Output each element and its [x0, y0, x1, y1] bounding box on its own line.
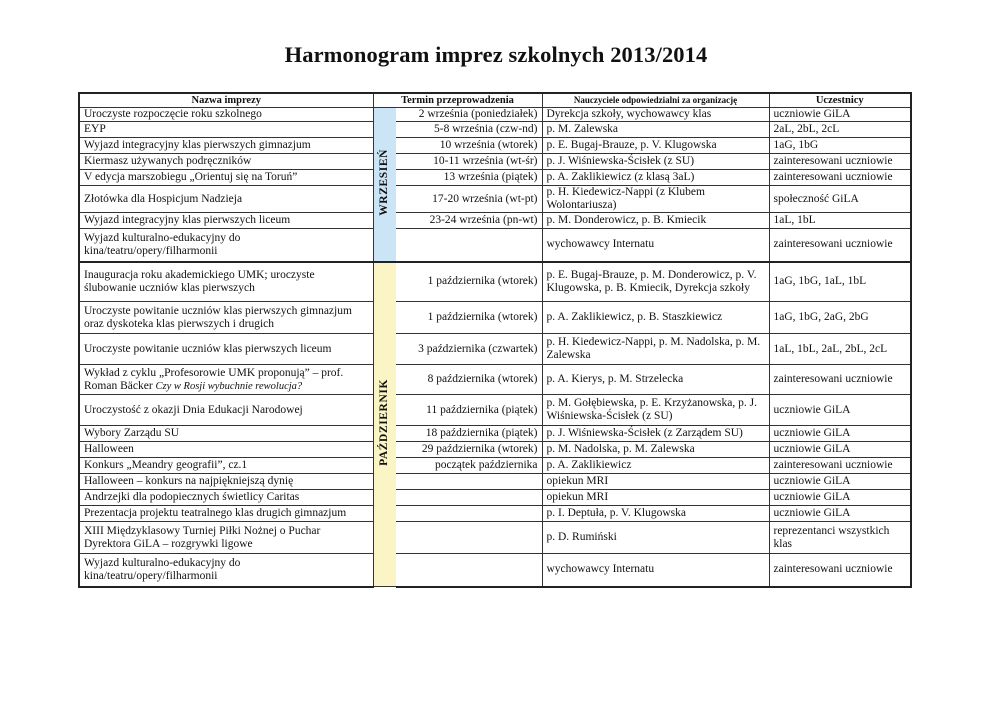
event-date: [396, 554, 542, 587]
event-name: Konkurs „Meandry geografii”, cz.1: [79, 458, 373, 474]
event-participants: zainteresowani uczniowie: [769, 458, 911, 474]
event-lecture-title: Czy w Rosji wybuchnie rewolucja?: [155, 380, 303, 392]
event-participants: 2aL, 2bL, 2cL: [769, 122, 911, 138]
event-teachers: p. H. Kiedewicz-Nappi, p. M. Nadolska, p. M. Zalewska: [542, 334, 769, 365]
event-participants: uczniowie GiLA: [769, 108, 911, 122]
event-name: Wybory Zarządu SU: [79, 426, 373, 442]
header-participants: Uczestnicy: [769, 93, 911, 108]
event-name: Wyjazd kulturalno-edukacyjny do kina/teatru/opery/filharmonii: [79, 229, 373, 262]
table-row: [79, 138, 911, 154]
event-teachers: p. E. Bugaj-Brauze, p. V. Klugowska: [542, 138, 769, 154]
header-row: [79, 93, 911, 108]
event-name: Uroczyste rozpoczęcie roku szkolnego: [79, 108, 373, 122]
table-row: [79, 522, 911, 554]
table-row: [79, 262, 911, 302]
event-name: Uroczyste powitanie uczniów klas pierwszych gimnazjum oraz dyskoteka klas pierwszych i drugich: [79, 302, 373, 334]
event-participants: zainteresowani uczniowie: [769, 154, 911, 170]
event-date: 10-11 września (wt-śr): [396, 154, 542, 170]
event-participants: zainteresowani uczniowie: [769, 554, 911, 587]
event-name: Andrzejki dla podopiecznych świetlicy Caritas: [79, 490, 373, 506]
event-teachers: p. M. Gołębiewska, p. E. Krzyżanowska, p. J. Wiśniewska-Ścisłek (z SU): [542, 395, 769, 426]
event-participants: zainteresowani uczniowie: [769, 365, 911, 395]
month-label-wrz: [373, 108, 396, 262]
event-participants: zainteresowani uczniowie: [769, 229, 911, 262]
table-row: [79, 302, 911, 334]
event-participants: 1aG, 1bG, 2aG, 2bG: [769, 302, 911, 334]
event-date: 3 października (czwartek): [396, 334, 542, 365]
header-date: Termin przeprowadzenia: [373, 93, 542, 108]
event-teachers: p. M. Nadolska, p. M. Zalewska: [542, 442, 769, 458]
event-name: Wyjazd integracyjny klas pierwszych gimnazjum: [79, 138, 373, 154]
event-participants: uczniowie GiLA: [769, 442, 911, 458]
event-date: [396, 229, 542, 262]
event-name: Halloween – konkurs na najpiękniejszą dynię: [79, 474, 373, 490]
event-participants: uczniowie GiLA: [769, 395, 911, 426]
header-teachers: Nauczyciele odpowiedzialni za organizację: [542, 93, 769, 108]
page-title: Harmonogram imprez szkolnych 2013/2014: [284, 42, 708, 67]
month-label-text: WRZESIEŃ: [378, 148, 391, 216]
event-date: 17-20 września (wt-pt): [396, 186, 542, 213]
event-participants: 1aL, 1bL: [769, 213, 911, 229]
event-date: [396, 522, 542, 554]
event-date: [396, 506, 542, 522]
event-participants: uczniowie GiLA: [769, 474, 911, 490]
table-row: [79, 154, 911, 170]
event-participants: uczniowie GiLA: [769, 490, 911, 506]
event-name: Wyjazd integracyjny klas pierwszych liceum: [79, 213, 373, 229]
table-row: [79, 395, 911, 426]
event-teachers: p. A. Kierys, p. M. Strzelecka: [542, 365, 769, 395]
event-name: Kiermasz używanych podręczników: [79, 154, 373, 170]
table-row: [79, 506, 911, 522]
event-participants: społeczność GiLA: [769, 186, 911, 213]
event-teachers: p. J. Wiśniewska-Ścisłek (z Zarządem SU): [542, 426, 769, 442]
event-participants: 1aG, 1bG: [769, 138, 911, 154]
event-date: 11 października (piątek): [396, 395, 542, 426]
event-teachers: wychowawcy Internatu: [542, 229, 769, 262]
event-teachers: p. A. Zaklikiewicz, p. B. Staszkiewicz: [542, 302, 769, 334]
table-row: [79, 108, 911, 122]
event-date: 1 października (wtorek): [396, 262, 542, 302]
event-date: początek października: [396, 458, 542, 474]
event-teachers: p. J. Wiśniewska-Ścisłek (z SU): [542, 154, 769, 170]
event-teachers: p. I. Deptuła, p. V. Klugowska: [542, 506, 769, 522]
event-date: 5-8 września (czw-nd): [396, 122, 542, 138]
table-row: [79, 229, 911, 262]
event-teachers: p. M. Donderowicz, p. B. Kmiecik: [542, 213, 769, 229]
event-name: Prezentacja projektu teatralnego klas drugich gimnazjum: [79, 506, 373, 522]
event-date: 18 października (piątek): [396, 426, 542, 442]
schedule-table: [78, 92, 912, 588]
event-participants: 1aG, 1bG, 1aL, 1bL: [769, 262, 911, 302]
month-label-paz: [373, 262, 396, 587]
event-teachers: p. A. Zaklikiewicz: [542, 458, 769, 474]
event-participants: uczniowie GiLA: [769, 426, 911, 442]
month-label-text: PAŹDZIERNIK: [378, 378, 391, 466]
table-row: [79, 186, 911, 213]
event-name: V edycja marszobiegu „Orientuj się na Toruń”: [79, 170, 373, 186]
event-name: Złotówka dla Hospicjum Nadzieja: [79, 186, 373, 213]
table-row: [79, 426, 911, 442]
event-teachers: p. D. Rumiński: [542, 522, 769, 554]
table-row: [79, 442, 911, 458]
event-date: 29 października (wtorek): [396, 442, 542, 458]
table-row: [79, 554, 911, 587]
table-row: [79, 213, 911, 229]
event-teachers: opiekun MRI: [542, 490, 769, 506]
event-participants: 1aL, 1bL, 2aL, 2bL, 2cL: [769, 334, 911, 365]
table-row: [79, 490, 911, 506]
header-event: Nazwa imprezy: [79, 93, 373, 108]
event-date: 8 października (wtorek): [396, 365, 542, 395]
event-date: [396, 490, 542, 506]
event-name: Wyjazd kulturalno-edukacyjny do kina/teatru/opery/filharmonii: [79, 554, 373, 587]
table-row: [79, 170, 911, 186]
table-row: [79, 474, 911, 490]
table-row: [79, 458, 911, 474]
event-participants: uczniowie GiLA: [769, 506, 911, 522]
table-row: [79, 365, 911, 395]
event-name: EYP: [79, 122, 373, 138]
table-row: [79, 122, 911, 138]
event-teachers: opiekun MRI: [542, 474, 769, 490]
event-date: 13 września (piątek): [396, 170, 542, 186]
event-participants: reprezentanci wszystkich klas: [769, 522, 911, 554]
event-teachers: p. A. Zaklikiewicz (z klasą 3aL): [542, 170, 769, 186]
event-date: 10 września (wtorek): [396, 138, 542, 154]
event-date: 23-24 września (pn-wt): [396, 213, 542, 229]
event-date: 1 października (wtorek): [396, 302, 542, 334]
event-name: [79, 365, 373, 395]
event-date: [396, 474, 542, 490]
event-teachers: p. M. Zalewska: [542, 122, 769, 138]
event-name: Uroczystość z okazji Dnia Edukacji Narodowej: [79, 395, 373, 426]
event-teachers: p. H. Kiedewicz-Nappi (z Klubem Wolontariusza): [542, 186, 769, 213]
event-teachers: wychowawcy Internatu: [542, 554, 769, 587]
event-name: XIII Międzyklasowy Turniej Piłki Nożnej o Puchar Dyrektora GiLA – rozgrywki ligowe: [79, 522, 373, 554]
event-participants: zainteresowani uczniowie: [769, 170, 911, 186]
event-name: Inauguracja roku akademickiego UMK; uroczyste ślubowanie uczniów klas pierwszych: [79, 262, 373, 302]
event-name: Halloween: [79, 442, 373, 458]
event-date: 2 września (poniedziałek): [396, 108, 542, 122]
event-name-text: Wykład z cyklu „Profesorowie UMK proponują” – prof. Roman Bäcker: [84, 366, 344, 392]
event-teachers: p. E. Bugaj-Brauze, p. M. Donderowicz, p. V. Klugowska, p. B. Kmiecik, Dyrekcja szkoły: [542, 262, 769, 302]
event-teachers: Dyrekcja szkoły, wychowawcy klas: [542, 108, 769, 122]
event-name: Uroczyste powitanie uczniów klas pierwszych liceum: [79, 334, 373, 365]
table-row: [79, 334, 911, 365]
